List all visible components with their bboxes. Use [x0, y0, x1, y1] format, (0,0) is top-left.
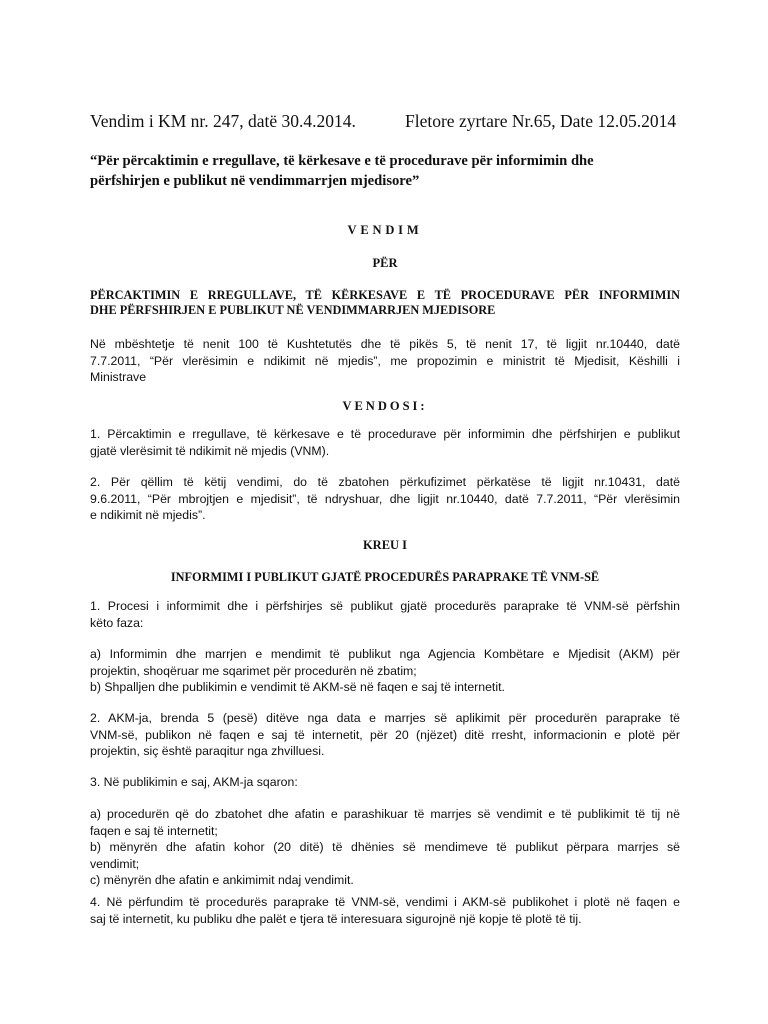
article-4	[90, 894, 680, 927]
text-line: 7.7.2011, “Për vlerësimin e ndikimit në mjedis”, me propozimin e ministrit të Mjedisit, Këshilli i	[90, 353, 680, 368]
article-2	[90, 710, 680, 760]
subtitle-line: “Për përcaktimin e rregullave, të kërkesave e të procedurave për informimin dhe	[90, 153, 594, 169]
article-1	[90, 598, 680, 631]
preamble-paragraph	[90, 336, 680, 386]
vendim-heading: VENDIM	[347, 223, 423, 237]
gazette-reference: Fletore zyrtare Nr.65, Date 12.05.2014	[405, 111, 677, 131]
text-line: vendimit;	[90, 856, 140, 871]
text-line: gjatë vlerësimit të ndikimit në mjedis (VNM).	[90, 443, 330, 458]
text-line: 1. Përcaktimin e rregullave, të kërkesave e të procedurave për informimin dhe përfshirjen e publikut	[90, 427, 680, 441]
text-line: b) Shpalljen dhe publikimin e vendimit të AKM-së në faqen e saj të internetit.	[90, 680, 505, 694]
decision-title-line: DHE PËRFSHIRJEN E PUBLIKUT NË VENDIMMARRJEN MJEDISORE	[90, 303, 496, 317]
decision-title	[90, 288, 680, 318]
document-header	[90, 111, 690, 135]
chapter-title: INFORMIMI I PUBLIKUT GJATË PROCEDURËS PARAPRAKE TË VNM-SË	[170, 570, 600, 584]
text-line: 2. Për qëllim të këtij vendimi, do të zbatohen përkufizimet përkatëse të ligjit nr.10431, datë	[90, 475, 680, 489]
text-line: VNM-së, publikon në faqen e saj të internetit, për 20 (njëzet) ditë rresht, informacionin e plotë për	[90, 727, 680, 742]
decision-reference: Vendim i KM nr. 247, datë 30.4.2014.	[90, 111, 356, 131]
decision-title-line: PËRCAKTIMIN E RREGULLAVE, TË KËRKESAVE E TË PROCEDURAVE PËR INFORMIMIN	[90, 288, 680, 302]
text-line: këto faza:	[90, 615, 144, 630]
per-heading: PËR	[372, 256, 398, 270]
vendosi-heading: VENDOSI:	[342, 399, 428, 413]
article-3	[90, 774, 680, 791]
text-line: 3. Në publikimin e saj, AKM-ja sqaron:	[90, 775, 298, 789]
article-1-items	[90, 646, 680, 696]
text-line: projektin, shoqëruar me sqarimet për procedurën në zbatim;	[90, 663, 417, 678]
text-line: 9.6.2011, “Për mbrojtjen e mjedisit”, të ndryshuar, dhe ligjit nr.10440, datë 7.7.2011, “Për vlerësimin	[90, 491, 680, 506]
text-line: projektin, siç është paraqitur nga zhvilluesi.	[90, 744, 325, 758]
text-line: faqen e saj të internetit;	[90, 823, 218, 838]
document-subtitle	[90, 151, 690, 191]
text-line: 4. Në përfundim të procedurës paraprake të VNM-së, vendimi i AKM-së publikohet i plotë në faqen e	[90, 895, 680, 909]
text-line: saj të internetit, ku publiku dhe palët e tjera të interesuara sigurojnë një kopje të plotë të tij.	[90, 911, 582, 926]
chapter-label: KREU I	[362, 538, 408, 552]
decision-point-2	[90, 474, 680, 524]
text-line: 2. AKM-ja, brenda 5 (pesë) ditëve nga data e marrjes së aplikimit për procedurën paraprake të	[90, 711, 680, 725]
text-line: c) mënyrën dhe afatin e ankimimit ndaj vendimit.	[90, 873, 354, 887]
article-3-items	[90, 806, 680, 889]
text-line: 1. Procesi i informimit dhe i përfshirjes së publikut gjatë procedurës paraprake të VNM-së përfshin	[90, 599, 680, 613]
subtitle-line: përfshirjen e publikut në vendimmarrjen mjedisore”	[90, 173, 420, 189]
decision-point-1	[90, 426, 680, 459]
text-line: a) Informimin dhe marrjen e mendimit të publikut nga Agjencia Kombëtare e Mjedisit (AKM) për	[90, 647, 680, 661]
text-line: b) mënyrën dhe afatin kohor (20 ditë) të dhënies së mendimeve të publikut përpara marrjes së	[90, 840, 680, 854]
text-line: Ministrave	[90, 370, 147, 384]
text-line: e ndikimit në mjedis”.	[90, 508, 206, 522]
text-line: Në mbështetje të nenit 100 të Kushtetutës dhe të pikës 5, të nenit 17, të ligjit nr.10440, datë	[90, 337, 680, 351]
text-line: a) procedurën që do zbatohet dhe afatin e parashikuar të marrjes së vendimit e të publikimit të tij në	[90, 807, 680, 821]
